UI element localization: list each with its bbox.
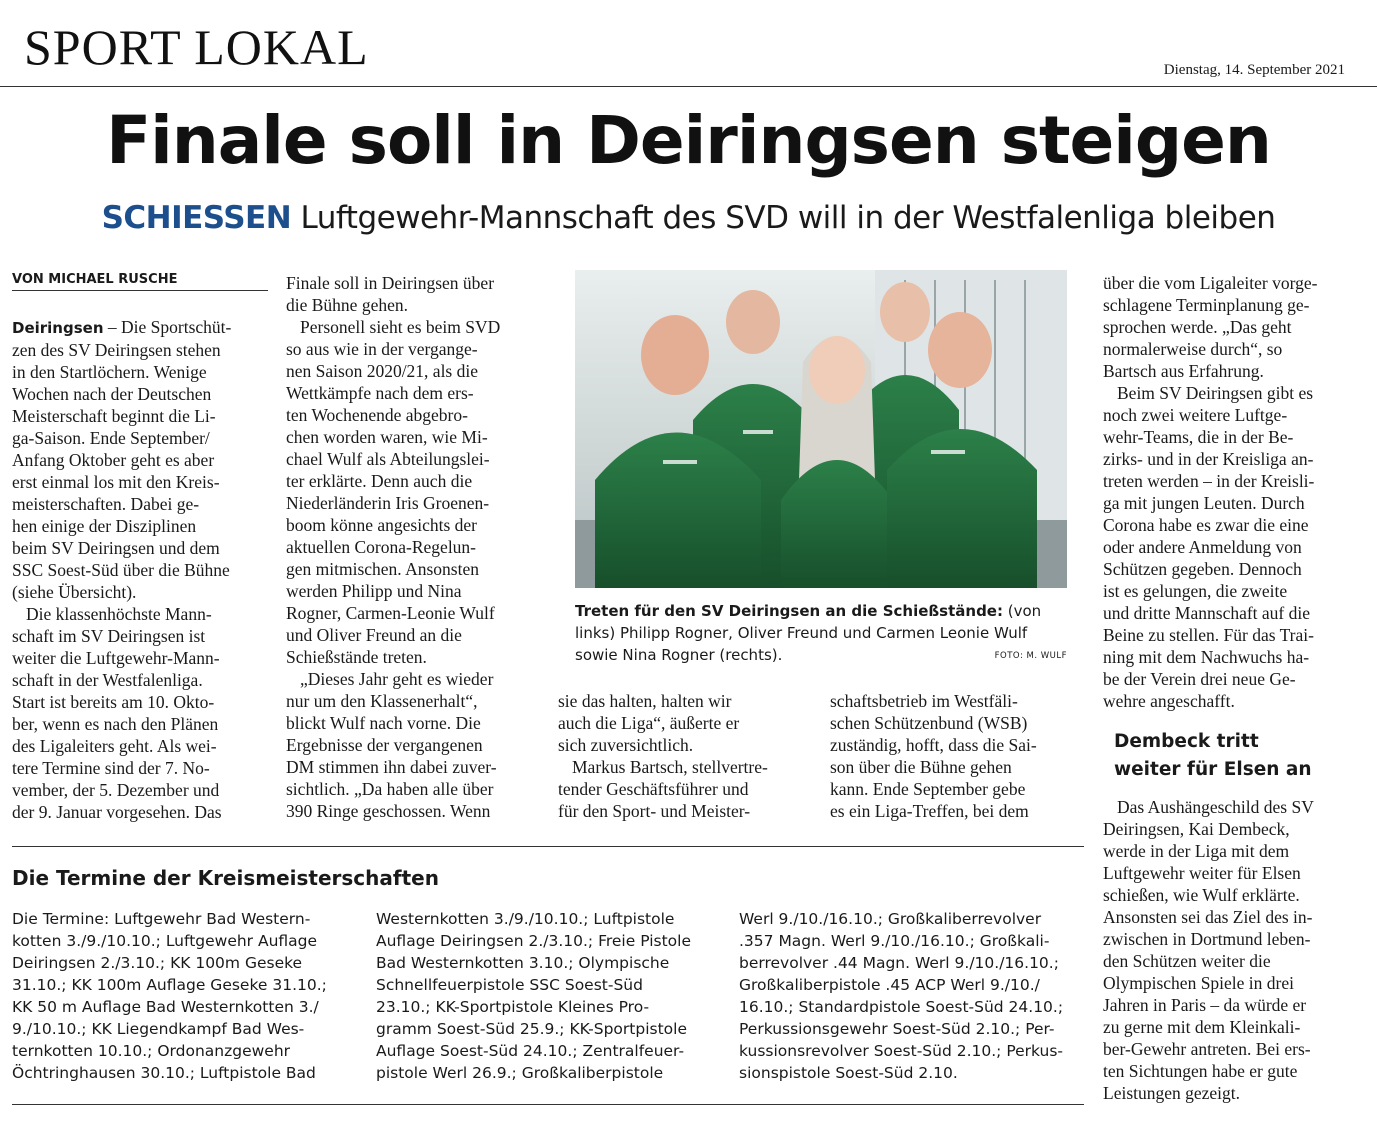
col3-para-1-text: sie das halten, halten wir auch die Liga“, äußerte er sich zuversichtlich.: [558, 691, 740, 755]
caption-lead: Treten für den SV Deiringsen an die Schießstände:: [575, 602, 1003, 620]
column-3: [558, 690, 812, 822]
col2-para-3-text: „Dieses Jahr geht es wieder nur um den Klassenerhalt“, blickt Wulf nach vorne. Die Ergebnisse der vergangenen DM stimmen ihn dabei zuver- sichtlich. „Da haben alle über 390 Ringe geschossen. Wenn: [286, 669, 497, 821]
termine-c1-text: Die Termine: Luftgewehr Bad Western- kotten 3./9./10.10.; Luftgewehr Auflage Deiringsen 2./3.10.; KK 100m Geseke 31.10.; KK 100m Auflage Geseke 31.10.; KK 50 m Auflage Bad Westernkotten 3./ 9./10.10.; KK Liegendkampf Bad Wes- ternkotten 10.10.; Ordonanzgewehr Öchtringhausen 30.10.; Luftpistole Bad: [12, 910, 327, 1082]
subhead-text: Luftgewehr-Mannschaft des SVD will in der Westfalenliga bleiben: [291, 200, 1276, 236]
col2-para-1: [286, 272, 540, 316]
col5-para-3: [1103, 796, 1357, 1104]
team-photo-illustration: [575, 270, 1067, 588]
photo-credit: FOTO: M. WULF: [994, 651, 1067, 661]
termine-top-rule: [12, 846, 1084, 847]
article-headline: Finale soll in Deiringsen steigen: [106, 102, 1271, 179]
col1-para-2: [12, 603, 268, 823]
column-1: [12, 316, 268, 823]
col5-para-1: [1103, 272, 1357, 382]
col5-para-2: [1103, 382, 1357, 712]
masthead-rule: [0, 86, 1377, 87]
termine-c3-text: Werl 9./10./16.10.; Großkaliberrevolver .357 Magn. Werl 9./10./16.10.; Großkali- berrevolver .44 Magn. Werl 9./10./16.10.; Großkaliberpistole .45 ACP Werl 9./10./ 16.10.; Standardpistole Soest-Süd 24.10.; Perkussionsgewehr Soest-Süd 2.10.; Per- kussionsrevolver Soest-Süd 2.10.; Perkus- sionspistole Soest-Süd 2.10.: [739, 910, 1064, 1082]
col3-para-2: [558, 756, 812, 822]
col1-para-1-text: – Die Sportschüt- zen des SV Deiringsen stehen in den Startlöchern. Wenige Wochen nach der Deutschen Meisterschaft beginnt die Li- ga-Saison. Ende September/ Anfang Oktober geht es aber erst einmal los mit den Kreis- meisterschaften. Dabei ge- hen einige der Disziplinen beim SV Deiringsen und dem SSC Soest-Süd über die Bühne (siehe Übersicht).: [12, 317, 232, 602]
col2-para-3: [286, 668, 540, 822]
subheading-text: Dembeck tritt weiter für Elsen an: [1114, 731, 1312, 780]
termine-c2-text: Westernkotten 3./9./10.10.; Luftpistole Auflage Deiringsen 2./3.10.; Freie Pistole Bad Westernkotten 3.10.; Olympische Schnellfeuerpistole SSC Soest-Süd 23.10.; KK-Sportpistole Kleines Pro- gramm Soest-Süd 25.9.; KK-Sportpistole Auflage Soest-Süd 24.10.; Zentralfeuer- pistole Werl 26.9.; Großkaliberpistole: [376, 910, 691, 1082]
col1-para-2-text: Die klassenhöchste Mann- schaft im SV Deiringsen ist weiter die Luftgewehr-Mann- schaft in der Westfalenliga. Start ist bereits am 10. Okto- ber, wenn es nach den Plänen des Ligaleiters geht. Als wei- tere Termine sind der 7. No- vember, der 5. Dezember und der 9. Januar vorgesehen. Das: [12, 604, 222, 822]
col3-para-1: [558, 690, 812, 756]
column-2: [286, 272, 540, 822]
col5-para-1-text: über die vom Ligaleiter vorge- schlagene Terminplanung ge- sprochen werde. „Das geht normalerweise durch“, so Bartsch aus Erfahrung.: [1103, 273, 1318, 381]
col2-para-1-text: Finale soll in Deiringsen über die Bühne gehen.: [286, 273, 495, 315]
termine-column-3: [739, 908, 1089, 1084]
col5-para-2-text: Beim SV Deiringsen gibt es noch zwei weitere Luftge- wehr-Teams, die in der Be- zirks- und in der Kreisliga an- treten werden – in der Kreisli- ga mit jungen Leuten. Durch Corona habe es zwar die eine oder andere Anmeldung von Schützen gegeben. Dennoch ist es gelungen, die zweite und dritte Mannschaft auf die Beine zu stellen. Für das Trai- ning mit dem Nachwuchs ha- be der Verein drei neue Ge- wehre angeschafft.: [1103, 383, 1315, 711]
section-masthead: SPORT LOKAL: [24, 19, 369, 75]
col4-para-1-text: schaftsbetrieb im Westfäli- schen Schützenbund (WSB) zuständig, hofft, dass die Sai- son über die Bühne gehen kann. Ende September gebe es ein Liga-Treffen, bei dem: [830, 691, 1037, 821]
col1-para-1: [12, 316, 268, 603]
issue-date: Dienstag, 14. September 2021: [1163, 62, 1345, 78]
photo-caption: [575, 600, 1067, 666]
column-5-subheading: [1114, 728, 1364, 784]
col2-para-2-text: Personell sieht es beim SVD so aus wie in der vergange- nen Saison 2020/21, als die Wettkämpfe nach dem ers- ten Wochenende abgebro- chen worden waren, wie Mi- chael Wulf als Abteilungslei- ter erklärte. Denn auch die Niederländerin Iris Groenen- boom könne angesichts der aktuellen Corona-Regelun- gen mitmischen. Ansonsten werden Philipp und Nina Rogner, Carmen-Leonie Wulf und Oliver Freund an die Schießstände treten.: [286, 317, 501, 667]
termine-column-2: [376, 908, 726, 1084]
termine-bottom-rule: [12, 1104, 1084, 1105]
column-4: [830, 690, 1084, 822]
team-photo: [575, 270, 1067, 588]
termine-column-1: [12, 908, 362, 1084]
termine-title: Die Termine der Kreismeisterschaften: [12, 866, 439, 890]
caption-text: (von links) Philipp Rogner, Oliver Freund und Carmen Leonie Wulf sowie Nina Rogner (rechts).: [575, 602, 1042, 664]
column-5: [1103, 272, 1357, 712]
col3-para-2-text: Markus Bartsch, stellvertre- tender Geschäftsführer und für den Sport- und Meister-: [558, 757, 768, 821]
dateline: Deiringsen: [12, 319, 104, 337]
byline: VON MICHAEL RUSCHE: [12, 272, 268, 291]
column-5-lower: [1103, 796, 1357, 1104]
subhead-kicker: SCHIESSEN: [101, 200, 292, 236]
col4-para-1: [830, 690, 1084, 822]
article-subheadline: [0, 200, 1377, 236]
col5-para-3-text: Das Aushängeschild des SV Deiringsen, Kai Dembeck, werde in der Liga mit dem Luftgewehr weiter für Elsen schießen, wie Wulf erklärte. Ansonsten sei das Ziel des in- zwischen in Dortmund leben- den Schützen weiter die Olympischen Spiele in drei Jahren in Paris – da würde er zu gerne mit dem Kleinkali- ber-Gewehr antreten. Bei ers- ten Sichtungen habe er gute Leistungen gezeigt.: [1103, 797, 1314, 1103]
col2-para-2: [286, 316, 540, 668]
